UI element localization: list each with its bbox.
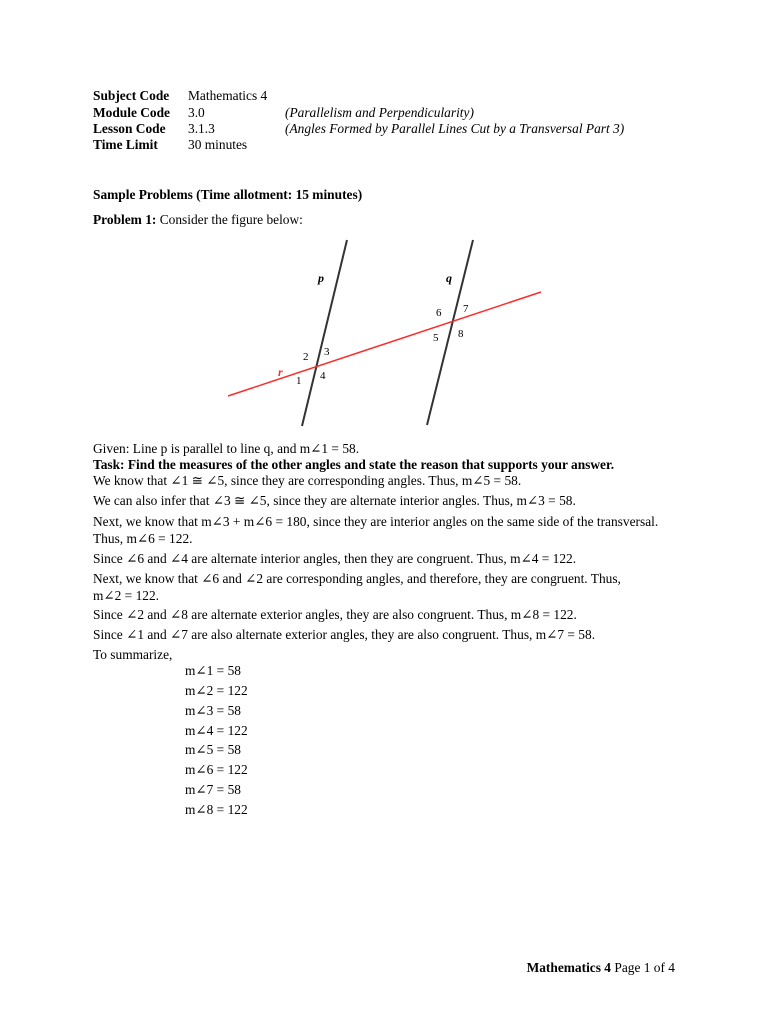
line-p bbox=[302, 240, 347, 426]
summary-item: m∠8 = 122 bbox=[185, 802, 248, 817]
label-r: r bbox=[278, 365, 283, 379]
solution-line: Since ∠6 and ∠4 are alternate interior angles, then they are congruent. Thus, m∠4 = 122. bbox=[93, 551, 577, 566]
solution-line: We know that ∠1 ≅ ∠5, since they are corresponding angles. Thus, m∠5 = 58. bbox=[93, 473, 522, 488]
lesson-code-note: (Angles Formed by Parallel Lines Cut by a Transversal Part 3) bbox=[285, 121, 625, 136]
solution-line: Next, we know that m∠3 + m∠6 = 180, since they are interior angles on the same side of the transversal. bbox=[93, 514, 659, 529]
angle-label-5: 5 bbox=[433, 332, 439, 344]
time-limit-label: Time Limit bbox=[93, 137, 158, 152]
solution-line: Since ∠2 and ∠8 are alternate exterior angles, they are also congruent. Thus, m∠8 = 122. bbox=[93, 607, 577, 622]
angle-label-7: 7 bbox=[463, 303, 469, 315]
transversal-r bbox=[228, 292, 541, 396]
summary-intro: To summarize, bbox=[93, 647, 173, 662]
problem-text: Consider the figure below: bbox=[159, 212, 303, 227]
footer-page-number: Page 1 of 4 bbox=[614, 960, 675, 975]
solution-line: We can also infer that ∠3 ≅ ∠5, since they are alternate interior angles. Thus, m∠3 = 58. bbox=[93, 493, 576, 508]
angle-label-1: 1 bbox=[296, 375, 302, 387]
module-code-label: Module Code bbox=[93, 105, 170, 120]
summary-item: m∠7 = 58 bbox=[185, 782, 241, 797]
angle-label-4: 4 bbox=[320, 370, 326, 382]
footer-course: Mathematics 4 bbox=[526, 960, 612, 975]
angle-label-3: 3 bbox=[324, 346, 330, 358]
summary-item: m∠2 = 122 bbox=[185, 683, 248, 698]
solution-line: Thus, m∠6 = 122. bbox=[93, 531, 193, 546]
summary-item: m∠1 = 58 bbox=[185, 663, 241, 678]
module-code-note: (Parallelism and Perpendicularity) bbox=[285, 105, 474, 120]
page-footer bbox=[527, 960, 675, 976]
lesson-code-value: 3.1.3 bbox=[188, 121, 215, 136]
summary-item: m∠4 = 122 bbox=[185, 723, 248, 738]
subject-code-label: Subject Code bbox=[93, 88, 170, 103]
summary-item: m∠3 = 58 bbox=[185, 703, 241, 718]
label-p: p bbox=[318, 271, 324, 285]
subject-code-value: Mathematics 4 bbox=[188, 88, 268, 103]
solution-line: Next, we know that ∠6 and ∠2 are corresponding angles, and therefore, they are congruent. Thus, bbox=[93, 571, 621, 586]
solution-line: m∠2 = 122. bbox=[93, 588, 160, 603]
lesson-code-label: Lesson Code bbox=[93, 121, 166, 136]
summary-item: m∠5 = 58 bbox=[185, 742, 241, 757]
angle-label-2: 2 bbox=[303, 351, 309, 363]
module-code-value: 3.0 bbox=[188, 105, 205, 120]
angle-label-8: 8 bbox=[458, 328, 464, 340]
given-line: Given: Line p is parallel to line q, and m∠1 = 58. bbox=[93, 441, 360, 456]
summary-item: m∠6 = 122 bbox=[185, 762, 248, 777]
angle-label-6: 6 bbox=[436, 307, 442, 319]
label-q: q bbox=[446, 271, 452, 285]
section-title: Sample Problems (Time allotment: 15 minutes) bbox=[93, 187, 363, 202]
problem-label: Problem 1: bbox=[93, 212, 157, 227]
time-limit-value: 30 minutes bbox=[188, 137, 248, 152]
task-line: Task: Find the measures of the other angles and state the reason that supports your answer. bbox=[93, 457, 615, 472]
solution-line: Since ∠1 and ∠7 are also alternate exterior angles, they are also congruent. Thus, m∠7 = 58. bbox=[93, 627, 596, 642]
